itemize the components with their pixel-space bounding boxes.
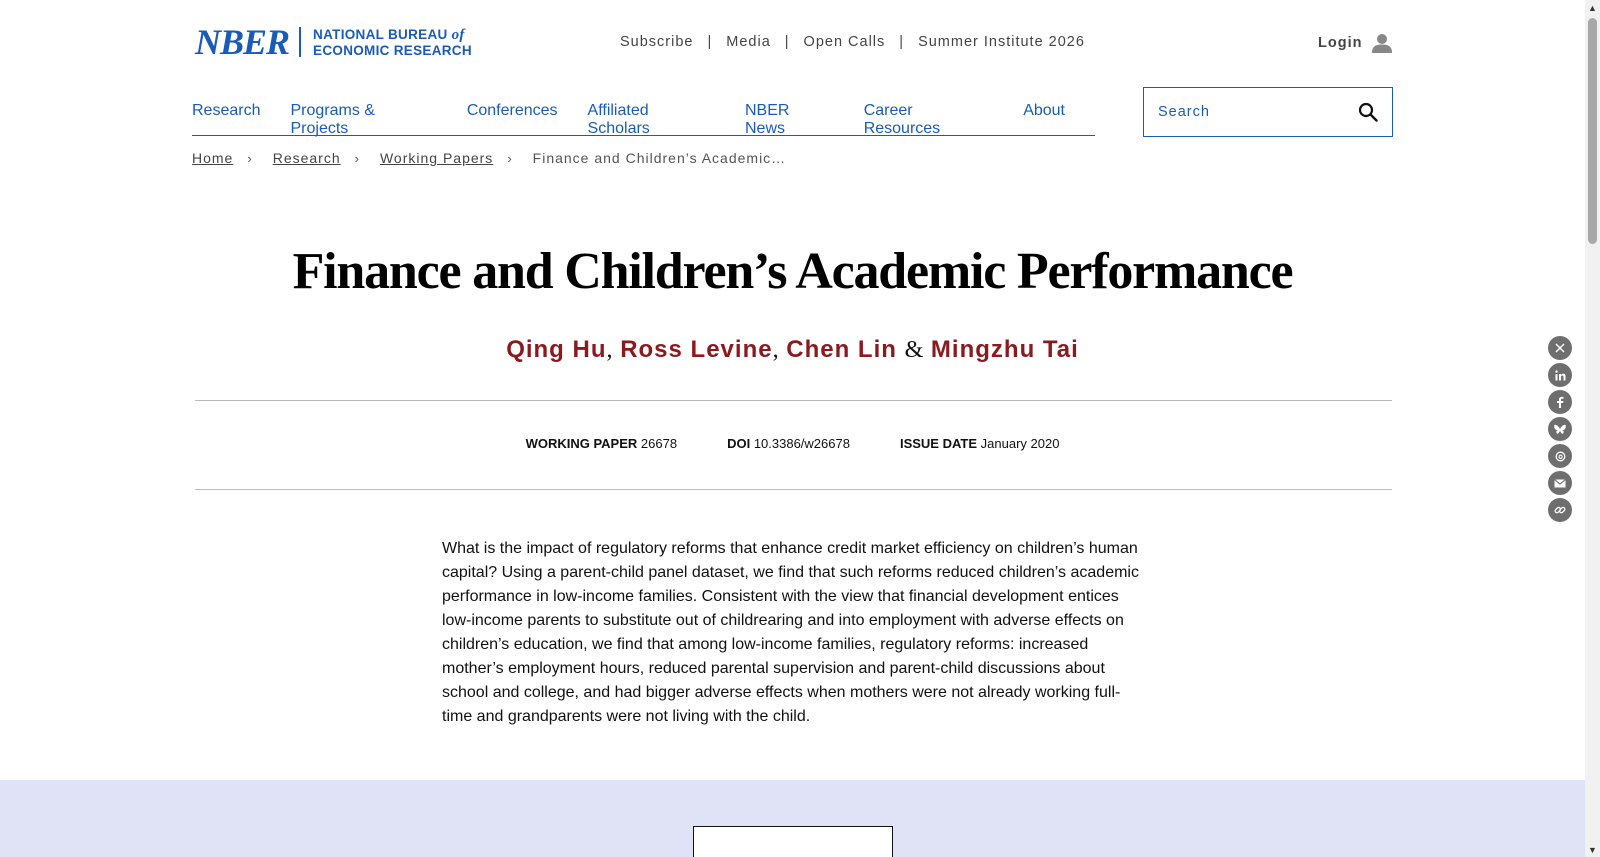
meta-label: WORKING PAPER	[525, 436, 638, 451]
breadcrumb-home[interactable]: Home	[192, 150, 234, 166]
author-separator: ,	[772, 337, 779, 363]
breadcrumb	[192, 150, 786, 166]
logo-text	[313, 27, 472, 58]
author-separator: &	[904, 337, 924, 363]
meta-working-paper	[526, 436, 678, 451]
separator: |	[784, 34, 790, 50]
chevron-right-icon: ›	[507, 150, 513, 166]
author-link[interactable]: Qing Hu	[506, 336, 607, 363]
nber-logo[interactable]	[195, 24, 472, 60]
scrollbar-thumb[interactable]	[1588, 18, 1597, 244]
login-button[interactable]	[1318, 33, 1392, 53]
util-link-summer-institute[interactable]: Summer Institute 2026	[918, 34, 1085, 50]
linkedin-icon[interactable]	[1548, 363, 1572, 387]
main-nav	[192, 88, 1095, 136]
separator: |	[707, 34, 713, 50]
x-icon[interactable]	[1548, 336, 1572, 360]
nav-programs-projects[interactable]: Programs & Projects	[290, 102, 375, 137]
divider	[195, 400, 1392, 401]
bluesky-icon[interactable]	[1548, 417, 1572, 441]
email-icon[interactable]	[1548, 471, 1572, 495]
search-input[interactable]	[1158, 104, 1358, 120]
author-link[interactable]: Ross Levine	[620, 336, 773, 363]
nav-about[interactable]: About	[1023, 102, 1065, 119]
meta-doi	[727, 436, 850, 451]
author-link[interactable]: Chen Lin	[786, 336, 897, 363]
scroll-up-icon[interactable]: ▲	[1588, 2, 1597, 13]
author-link[interactable]: Mingzhu Tai	[930, 336, 1079, 363]
meta-label: DOI	[727, 436, 751, 451]
nav-career-resources[interactable]: Career Resources	[863, 102, 941, 137]
chevron-right-icon: ›	[247, 150, 253, 166]
section-box	[693, 826, 893, 857]
separator: |	[899, 34, 905, 50]
logo-line2: ECONOMIC RESEARCH	[313, 42, 472, 58]
page-title: Finance and Children’s Academic Performance	[292, 243, 1293, 300]
util-link-open-calls[interactable]: Open Calls	[803, 34, 886, 50]
scroll-down-icon[interactable]: ▼	[1588, 844, 1597, 855]
breadcrumb-research[interactable]: Research	[272, 150, 341, 166]
search-icon[interactable]	[1358, 102, 1378, 122]
page-scrollbar[interactable]	[1585, 0, 1600, 857]
facebook-icon[interactable]	[1548, 390, 1572, 414]
util-link-subscribe[interactable]: Subscribe	[620, 34, 694, 50]
util-link-media[interactable]: Media	[726, 34, 771, 50]
meta-issue-date	[900, 436, 1059, 451]
breadcrumb-current: Finance and Children’s Academic…	[532, 150, 787, 166]
logo-line1: NATIONAL BUREAU	[313, 26, 448, 42]
search-box	[1143, 87, 1393, 137]
abstract: What is the impact of regulatory reforms that enhance credit market efficiency on children’s human capital? Using a parent-child panel dataset, we find that such reforms reduced children’s academic performance in low-income families. Consistent with the view that financial development entices low-income parents to substitute out of childrearing and into employment with adverse effects on children’s education, we find that among low-income families, regulatory reforms: increased mother’s employment hours, reduced parental supervision and parent-child discussions about school and college, and had bigger adverse effects when mothers were not already working full-time and grandparents were not living with the child.	[442, 540, 1139, 725]
divider	[195, 489, 1392, 490]
copy-link-icon[interactable]	[1548, 498, 1572, 522]
nav-affiliated-scholars[interactable]: Affiliated Scholars	[587, 102, 650, 137]
meta-label: ISSUE DATE	[899, 436, 978, 451]
meta-value: January 2020	[980, 436, 1060, 451]
user-icon	[1372, 33, 1392, 53]
share-buttons	[1548, 336, 1572, 525]
breadcrumb-working-papers[interactable]: Working Papers	[379, 150, 494, 166]
paper-meta	[0, 436, 1585, 451]
chevron-right-icon: ›	[354, 150, 360, 166]
author-list	[0, 336, 1585, 364]
meta-value[interactable]: 10.3386/w26678	[753, 436, 850, 451]
login-label: Login	[1318, 35, 1363, 51]
logo-mark: NBER	[195, 22, 290, 62]
logo-divider	[299, 27, 301, 57]
threads-icon[interactable]	[1548, 444, 1572, 468]
utility-nav	[620, 34, 1085, 50]
nav-conferences[interactable]: Conferences	[466, 102, 558, 119]
nav-research[interactable]: Research	[192, 102, 261, 119]
logo-of: of	[451, 26, 465, 43]
nav-nber-news[interactable]: NBER News	[745, 102, 790, 137]
author-separator: ,	[606, 337, 613, 363]
meta-value: 26678	[640, 436, 678, 451]
